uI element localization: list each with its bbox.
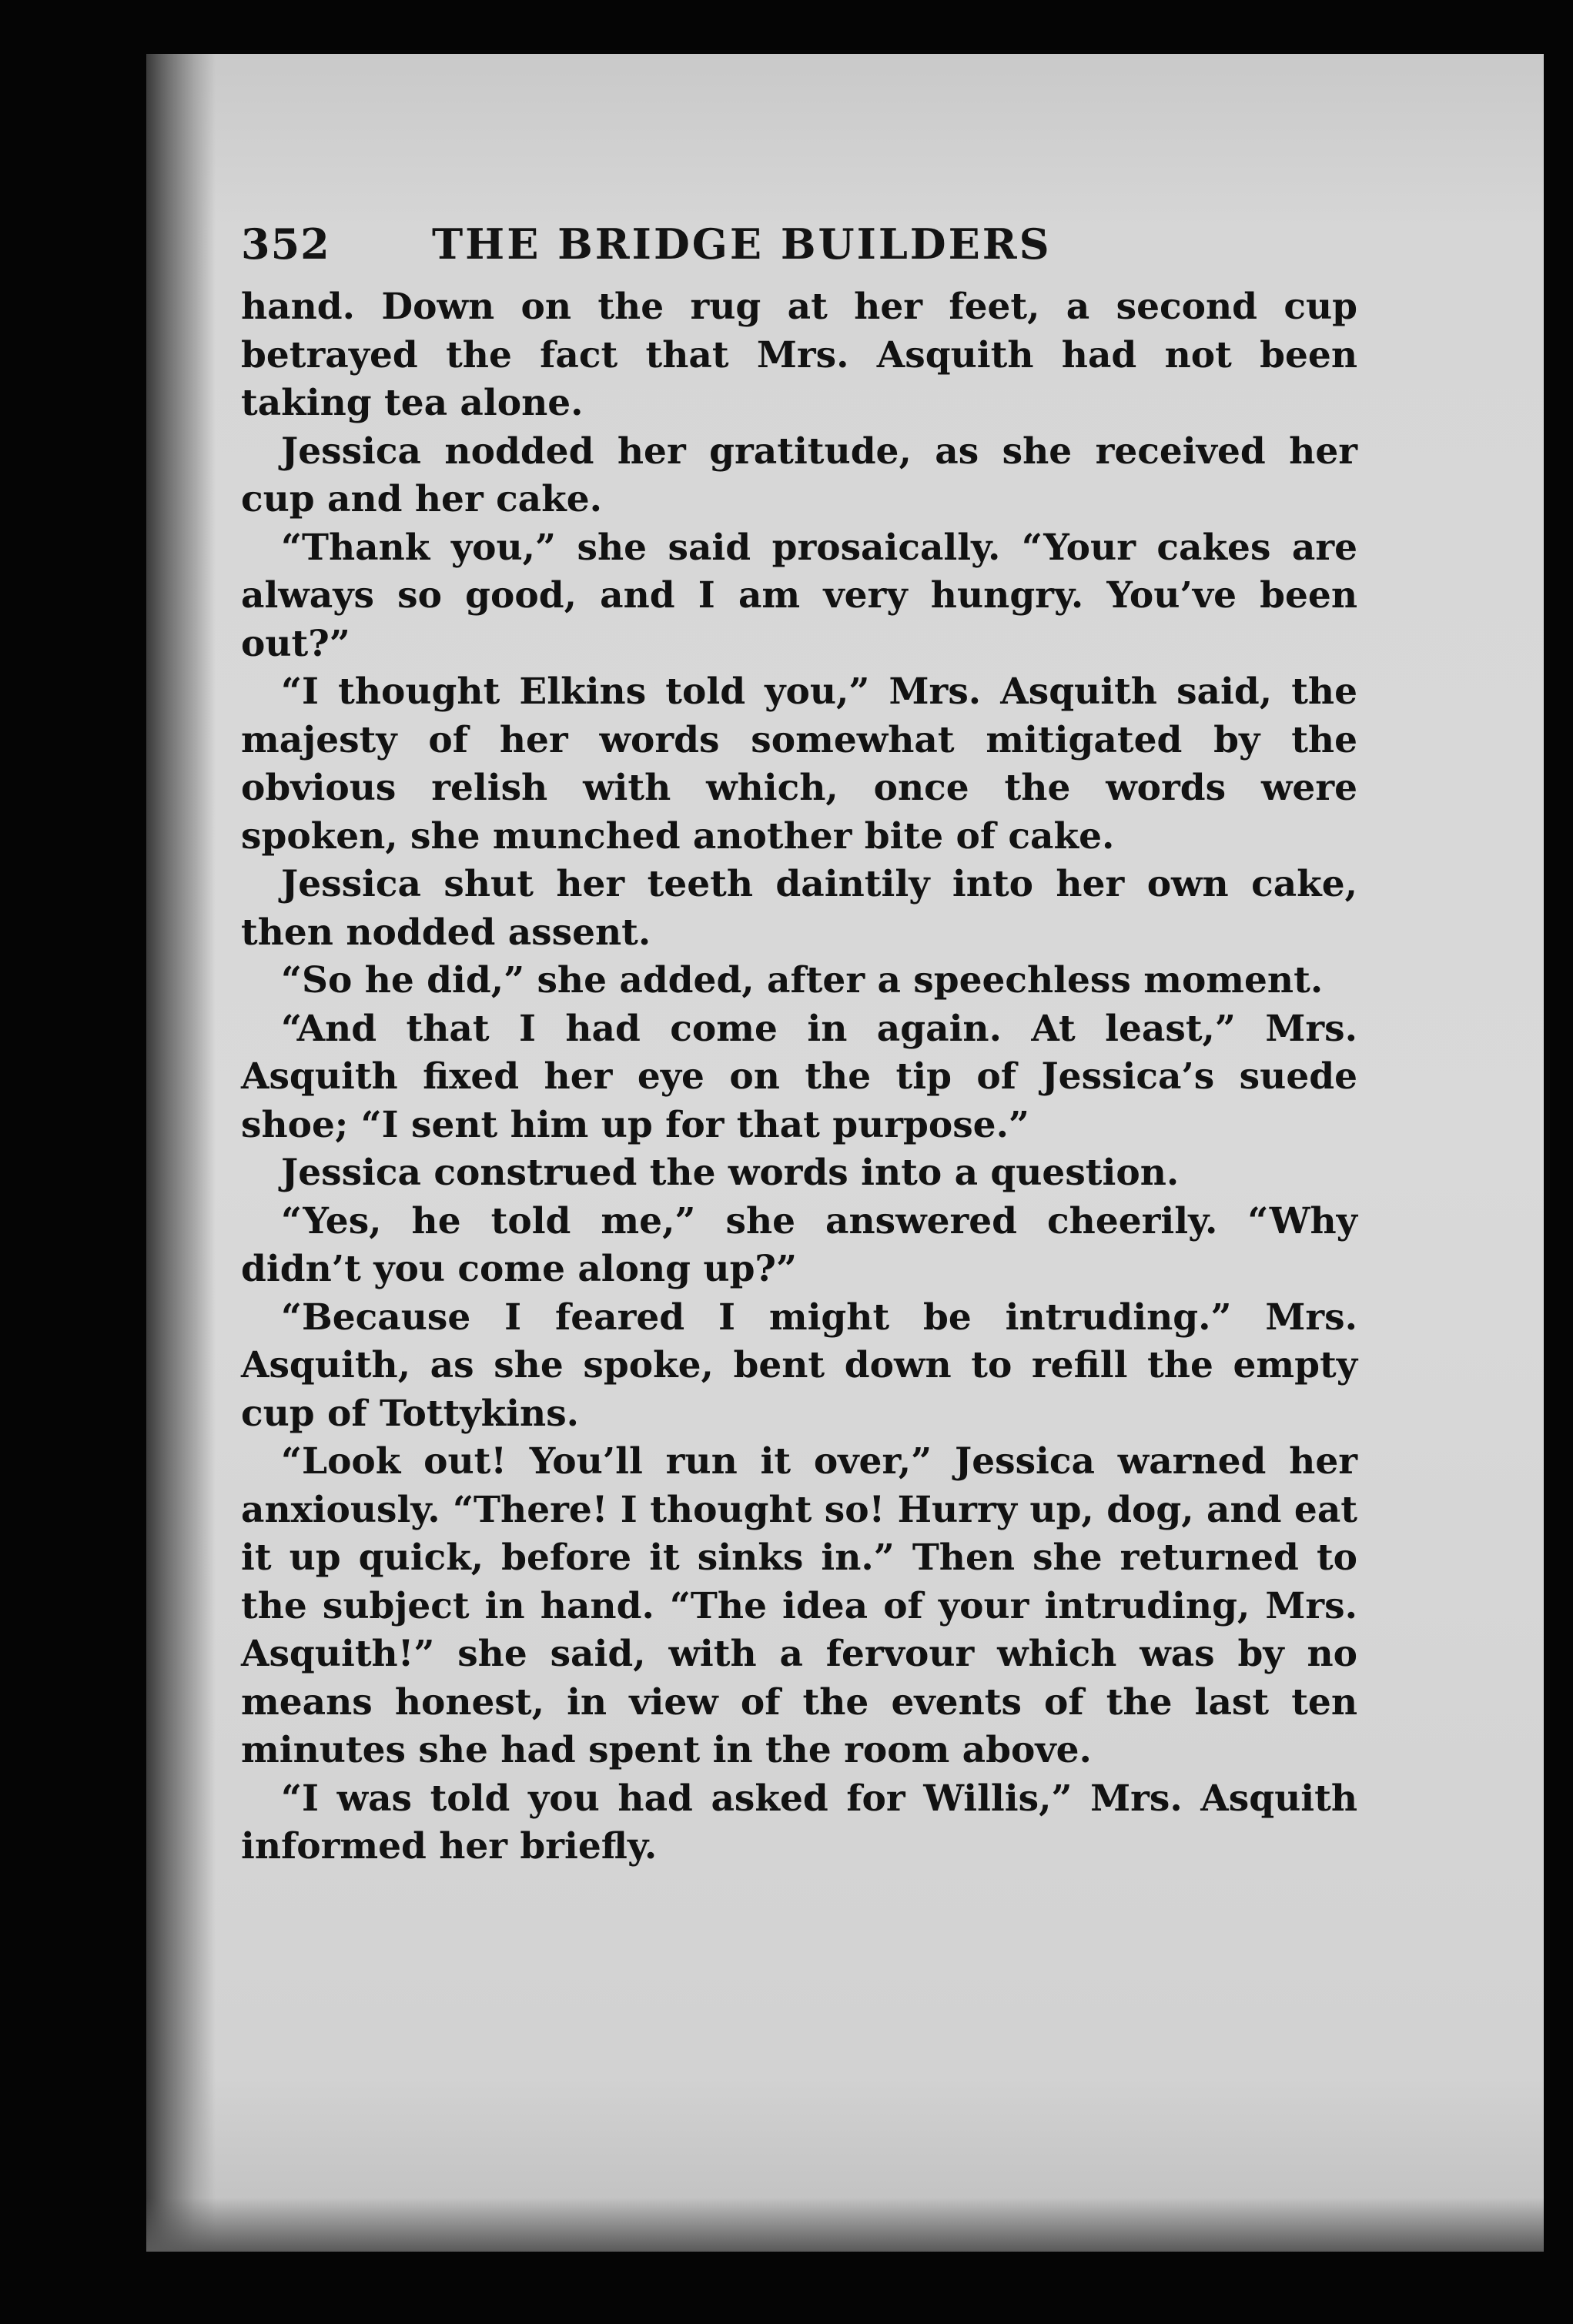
paragraph: “Look out! You’ll run it over,” Jessica warned her anxiously. “There! I thought so! Hurry up, dog, and eat it up quick, before it sinks in.” Then she returned to the subject in hand. “The idea of your intruding, Mrs. Asquith!” she said, with a fervour which was by no means honest, in view of the events of the last ten minutes she had spent in the room above. <box>241 1440 1357 1771</box>
paragraph: “Yes, he told me,” she answered cheerily. “Why didn’t you come along up?” <box>241 1199 1357 1290</box>
paragraph: “I thought Elkins told you,” Mrs. Asquith said, the majesty of her words somewhat mitigated by the obvious relish with which, once the words were spoken, she munched another bite of cake. <box>241 670 1357 858</box>
running-title: THE BRIDGE BUILDERS <box>432 219 1052 269</box>
running-head <box>241 219 1357 289</box>
paragraph: “So he did,” she added, after a speechless moment. <box>281 959 1324 1001</box>
paragraph: “Because I feared I might be intruding.” Mrs. Asquith, as she spoke, bent down to refill the empty cup of Tottykins. <box>241 1296 1357 1435</box>
paragraph: “I was told you had asked for Willis,” Mrs. Asquith informed her briefly. <box>241 1777 1357 1868</box>
paragraph: “Thank you,” she said prosaically. “Your cakes are always so good, and I am very hungry. You’ve been out?” <box>241 526 1357 665</box>
bottom-edge-shadow <box>146 2198 1544 2252</box>
paragraph: Jessica shut her teeth daintily into her own cake, then nodded assent. <box>241 863 1357 954</box>
page-number: 352 <box>241 219 330 269</box>
paragraph: “And that I had come in again. At least,” Mrs. Asquith fixed her eye on the tip of Jessica’s suede shoe; “I sent him up for that purpose.” <box>241 1007 1357 1146</box>
gutter-shadow <box>146 54 216 2252</box>
paragraph: hand. Down on the rug at her feet, a second cup betrayed the fact that Mrs. Asquith had not been taking tea alone. <box>241 286 1357 424</box>
paragraph: Jessica nodded her gratitude, as she received her cup and her cake. <box>241 430 1357 520</box>
body-text <box>241 283 1357 1871</box>
paragraph: Jessica construed the words into a question. <box>281 1152 1180 1194</box>
